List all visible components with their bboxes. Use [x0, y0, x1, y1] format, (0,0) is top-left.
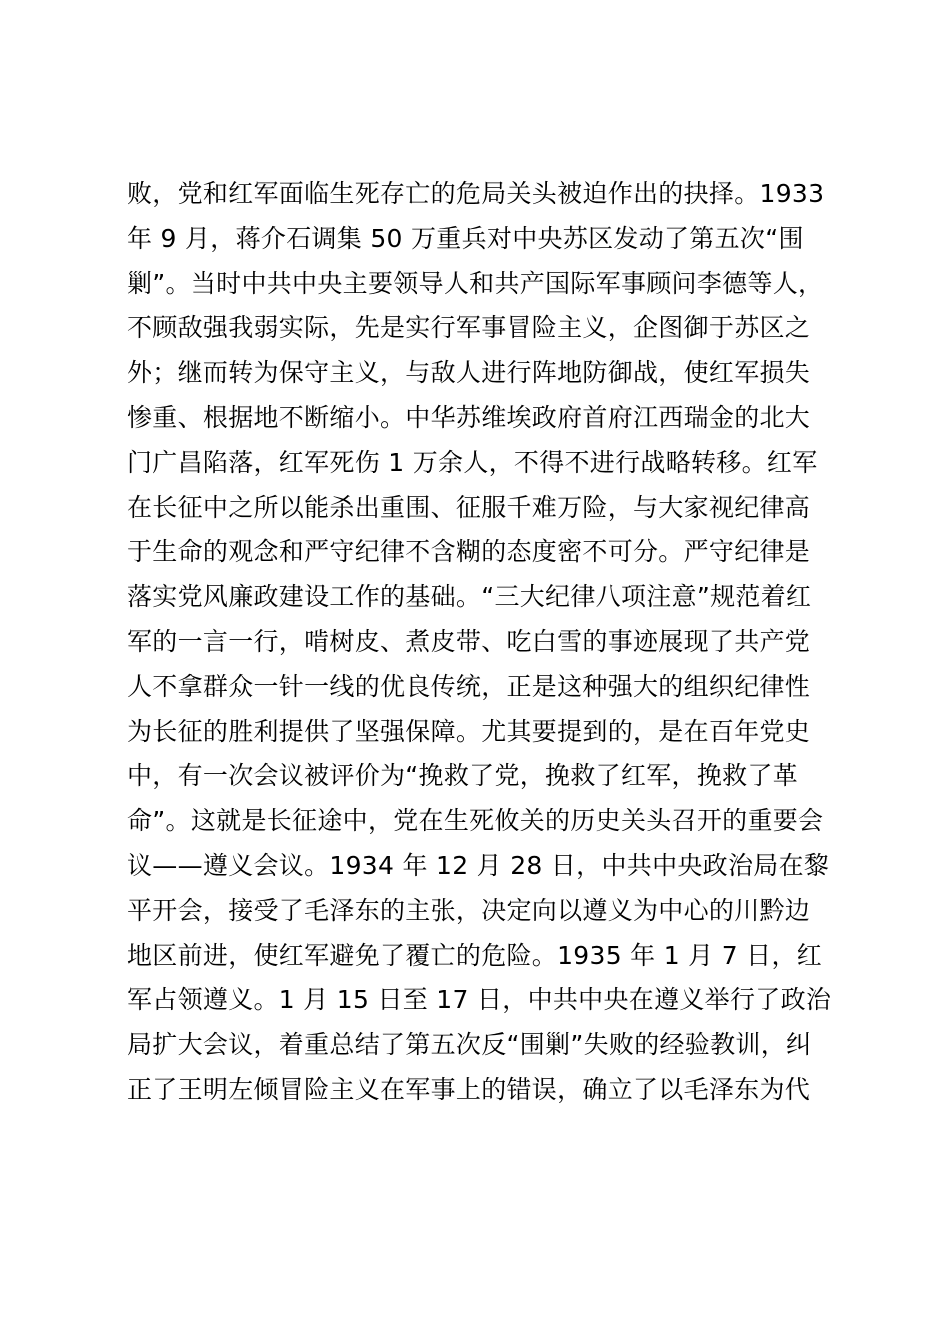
text-line: 平开会，接受了毛泽东的主张，决定向以遵义为中心的川黔边 [127, 895, 811, 925]
text-line: 军占领遵义。1 月 15 日至 17 日，中共中央在遵义举行了政治 [127, 985, 832, 1015]
body-paragraph [127, 172, 837, 1113]
text-line: 不顾敌强我弱实际，先是实行军事冒险主义，企图御于苏区之 [127, 313, 811, 343]
text-line: 剿”。当时中共中央主要领导人和共产国际军事顾问李德等人， [127, 268, 824, 298]
text-line: 命”。这就是长征途中，党在生死攸关的历史关头召开的重要会 [127, 806, 824, 836]
text-line: 地区前进，使红军避免了覆亡的危险。1935 年 1 月 7 日，红 [127, 940, 823, 970]
text-line: 中，有一次会议被评价为“挽救了党，挽救了红军，挽救了革 [127, 761, 799, 791]
text-line: 于生命的观念和严守纪律不含糊的态度密不可分。严守纪律是 [127, 537, 811, 567]
text-line: 惨重、根据地不断缩小。中华苏维埃政府首府江西瑞金的北大 [127, 402, 811, 432]
text-line: 局扩大会议，着重总结了第五次反“围剿”失败的经验教训，纠 [127, 1030, 812, 1060]
text-line: 外；继而转为保守主义，与敌人进行阵地防御战，使红军损失 [127, 358, 811, 388]
text-line: 年 9 月，蒋介石调集 50 万重兵对中央苏区发动了第五次“围 [127, 223, 804, 253]
text-line: 败，党和红军面临生死存亡的危局关头被迫作出的抉择。1933 [127, 179, 825, 208]
text-line: 在长征中之所以能杀出重围、征服千难万险，与大家视纪律高 [127, 492, 811, 522]
text-line: 落实党风廉政建设工作的基础。“三大纪律八项注意”规范着红 [127, 582, 812, 612]
text-line: 人不拿群众一针一线的优良传统，正是这种强大的组织纪律性 [127, 671, 811, 701]
text-line: 为长征的胜利提供了坚强保障。尤其要提到的，是在百年党史 [127, 716, 811, 746]
text-line: 正了王明左倾冒险主义在军事上的错误，确立了以毛泽东为代 [127, 1074, 811, 1104]
text-line: 军的一言一行，啃树皮、煮皮带、吃白雪的事迹展现了共产党 [127, 626, 811, 656]
text-line: 门广昌陷落，红军死伤 1 万余人，不得不进行战略转移。红军 [127, 447, 818, 477]
text-line: 议——遵义会议。1934 年 12 月 28 日，中共中央政治局在黎 [127, 850, 830, 880]
